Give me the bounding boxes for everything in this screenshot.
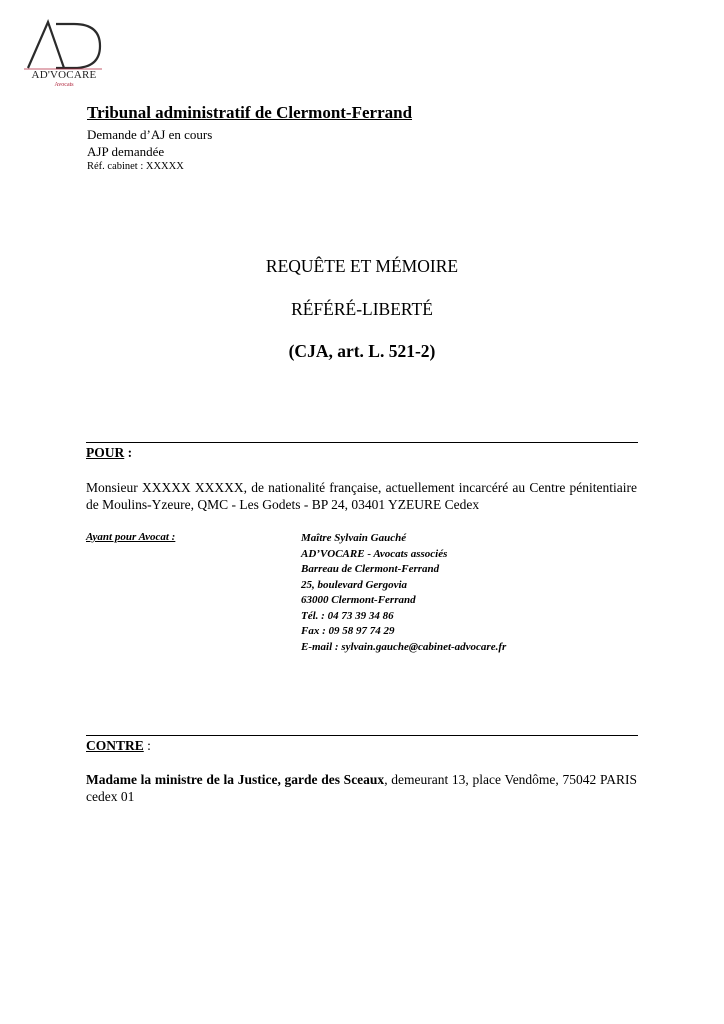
lawyer-street: 25, boulevard Gergovia — [301, 578, 408, 591]
aj-status: Demande d’AJ en cours — [87, 127, 213, 142]
pour-label-suffix: : — [124, 445, 133, 460]
court-name: Tribunal administratif de Clermont-Ferrand — [87, 103, 413, 122]
logo-monogram-icon — [22, 16, 106, 72]
section-divider — [86, 442, 638, 443]
pour-label-text: POUR — [86, 445, 125, 460]
lawyer-bar: Barreau de Clermont-Ferrand — [301, 563, 440, 575]
opposing-party — [86, 771, 637, 805]
contre-label-text: CONTRE — [86, 738, 144, 753]
logo-name: AD'VOCARE — [31, 69, 97, 81]
contre-label — [86, 738, 151, 754]
client-description: Monsieur XXXXX XXXXX, de nationalité française, actuellement incarcéré au Centre pénitentiaire de Moulins-Yzeure, QMC - Les Godets - BP 24, 03401 YZEURE Cedex — [86, 480, 637, 512]
cabinet-reference: Réf. cabinet : XXXXX — [87, 161, 184, 172]
document-title: REQUÊTE ET MÉMOIRE — [265, 256, 459, 276]
lawyer-email: E-mail : sylvain.gauche@cabinet-advocare.fr — [301, 640, 507, 653]
lawyer-fax: Fax : 09 58 97 74 29 — [301, 625, 395, 637]
lawyer-firm: AD’VOCARE - Avocats associés — [301, 547, 448, 560]
lawyer-details — [301, 531, 506, 655]
lawyer-label: Ayant pour Avocat : — [86, 531, 176, 543]
pour-label — [86, 445, 132, 461]
lawyer-city: 63000 Clermont-Ferrand — [301, 594, 416, 606]
opposing-party-address: , demeurant 13, place Vendôme, 75042 PARIS cedex 01 — [86, 772, 637, 804]
procedure-title: RÉFÉRÉ-LIBERTÉ — [291, 299, 433, 319]
lawyer-name: Maître Sylvain Gauché — [301, 532, 407, 544]
firm-logo — [22, 16, 106, 96]
legal-reference: (CJA, art. L. 521-2) — [288, 341, 436, 361]
ajp-status: AJP demandée — [87, 144, 165, 159]
contre-label-suffix: : — [143, 738, 151, 753]
document-header — [87, 103, 412, 174]
logo-subtitle: Avocats — [54, 82, 74, 88]
section-divider — [86, 735, 638, 736]
opposing-party-name: Madame la ministre de la Justice, garde des Sceaux — [86, 772, 385, 787]
lawyer-phone: Tél. : 04 73 39 34 86 — [301, 609, 394, 622]
